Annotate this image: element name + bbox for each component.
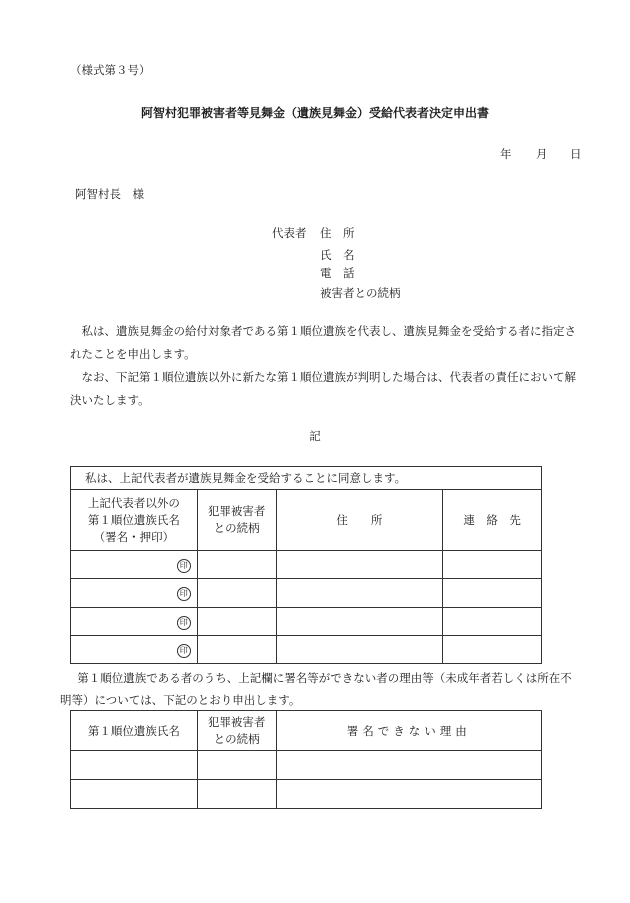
- table-row: [71, 751, 542, 780]
- seal-icon: 印: [177, 616, 191, 630]
- heir-name-cell[interactable]: [71, 780, 198, 809]
- contact-cell[interactable]: [443, 636, 542, 664]
- representative-label: 代表者: [272, 226, 307, 240]
- addressee: 阿智村長 様: [75, 187, 144, 201]
- representative-address-label: 住 所: [320, 226, 355, 240]
- consent-statement: 私は、上記代表者が遺族見舞金を受給することに同意します。: [71, 467, 542, 490]
- relation-cell[interactable]: [197, 579, 276, 608]
- representative-phone-label: 電 話: [320, 266, 355, 280]
- signature-cell[interactable]: [71, 608, 198, 636]
- representative-name-label: 氏 名: [320, 248, 355, 262]
- header-other-heirs: 上記代表者以外の 第１順位遺族氏名 （署名・押印）: [71, 490, 198, 551]
- header-relation: 犯罪被害者 との続柄: [197, 711, 276, 751]
- reason-cell[interactable]: [276, 751, 541, 780]
- relation-cell[interactable]: [197, 751, 276, 780]
- table-row: [71, 636, 542, 664]
- address-cell[interactable]: [276, 608, 443, 636]
- signature-cell[interactable]: [71, 579, 198, 608]
- note-paragraph: 第１順位遺族である者のうち、上記欄に署名等ができない者の理由等（未成年者若しくは所在不明等）については、下記のとおり申出します。: [60, 671, 572, 707]
- relation-cell[interactable]: [197, 780, 276, 809]
- relation-cell[interactable]: [197, 636, 276, 664]
- relation-cell[interactable]: [197, 551, 276, 579]
- header-address: 住 所: [276, 490, 443, 551]
- representative-relation-label: 被害者との続柄: [320, 286, 401, 300]
- contact-cell[interactable]: [443, 551, 542, 579]
- contact-cell[interactable]: [443, 608, 542, 636]
- header-heir-name: 第１順位遺族氏名: [71, 711, 198, 751]
- table-row: [71, 579, 542, 608]
- unable-to-sign-table: [70, 710, 542, 809]
- document-title: 阿智村犯罪被害者等見舞金（遺族見舞金）受給代表者決定申出書: [140, 106, 489, 120]
- body-paragraph-1: 私は、遺族見舞金の給付対象者である第１順位遺族を代表し、遺族見舞金を受給する者に指定されたことを申出します。: [70, 324, 576, 361]
- header-relation: 犯罪被害者 との続柄: [197, 490, 276, 551]
- ki-heading: 記: [309, 429, 321, 443]
- form-number: （様式第３号）: [70, 63, 151, 77]
- table-row: [71, 551, 542, 579]
- signature-cell[interactable]: [71, 551, 198, 579]
- body-paragraph-2: なお、下記第１順位遺族以外に新たな第１順位遺族が判明した場合は、代表者の責任において解決いたします。: [70, 370, 576, 407]
- seal-icon: 印: [177, 644, 191, 658]
- date-month: 月: [536, 147, 548, 161]
- seal-icon: 印: [177, 559, 191, 573]
- date-day: 日: [570, 147, 582, 161]
- consent-table: [70, 466, 542, 664]
- relation-cell[interactable]: [197, 608, 276, 636]
- address-cell[interactable]: [276, 636, 443, 664]
- header-contact: 連 絡 先: [443, 490, 542, 551]
- table-row: [71, 608, 542, 636]
- header-reason: 署名できない理由: [276, 711, 541, 751]
- address-cell[interactable]: [276, 579, 443, 608]
- contact-cell[interactable]: [443, 579, 542, 608]
- table-row: [71, 780, 542, 809]
- signature-cell[interactable]: [71, 636, 198, 664]
- heir-name-cell[interactable]: [71, 751, 198, 780]
- seal-icon: 印: [177, 587, 191, 601]
- address-cell[interactable]: [276, 551, 443, 579]
- date-year: 年: [500, 147, 512, 161]
- reason-cell[interactable]: [276, 780, 541, 809]
